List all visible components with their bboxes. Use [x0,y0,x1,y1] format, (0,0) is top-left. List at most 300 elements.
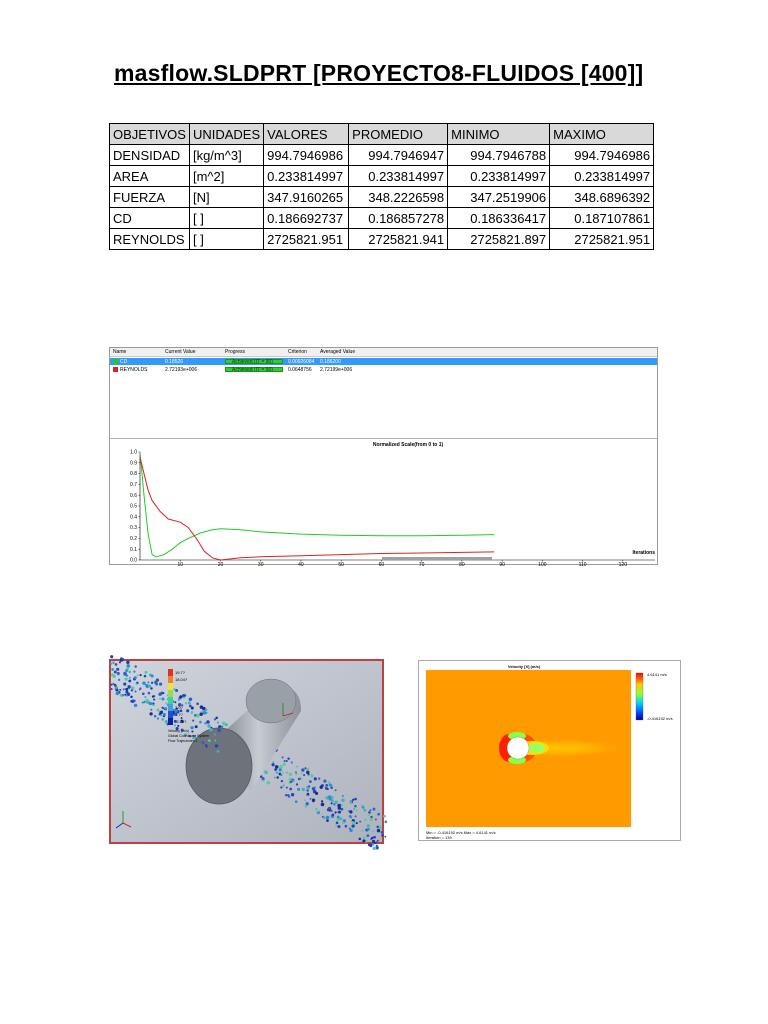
table-cell: 347.9160265 [264,187,349,208]
trajectory-particle [329,783,332,786]
legend-value: 19.7? [175,670,186,675]
goal-current-value: 2.72193e+006 [165,367,198,373]
table-cell: 994.7946788 [448,145,550,166]
trajectory-particle [144,696,146,698]
trajectory-particle [328,795,331,798]
trajectory-particle [341,799,345,803]
trajectory-particle [309,780,312,783]
trajectory-particle [377,840,379,842]
cylinder-back-face [246,679,296,723]
trajectory-particle [217,750,220,753]
trajectory-particle [272,763,275,766]
legend-color-swatch [168,704,173,711]
legend-note: Flow Trajectories 1 [168,739,198,743]
trajectory-particle [354,798,357,801]
trajectory-particle [286,787,288,789]
trajectory-particle [367,824,370,827]
column-header[interactable]: Progress [225,349,246,355]
trajectory-particle [325,784,328,787]
trajectory-particle [190,726,193,729]
trajectory-particle [161,718,164,721]
trajectory-particle [215,717,217,719]
column-header[interactable]: Name [113,349,127,355]
goal-averaged-value: 0.186200 [320,359,341,365]
table-cell: 0.186857278 [349,208,448,229]
trajectory-particle [283,784,285,786]
table-cell: 2725821.941 [349,229,448,250]
x-tick-label: 40 [298,562,304,568]
trajectory-particle [142,693,145,696]
chart-title: Normalized Scale(from 0 to 1) [372,442,444,448]
trajectory-particle [147,681,149,683]
column-header[interactable]: Averaged Value [320,349,356,355]
trajectory-particle [306,802,309,805]
legend-value: 18.04? [175,677,188,682]
trajectory-particle [363,837,365,839]
trajectory-particle [125,691,128,694]
legend-value: 2.0? [175,705,183,710]
contour-iteration-footer: Iteration = 139 [426,835,452,840]
trajectory-particle [215,744,218,747]
legend-note: Global Coordinate System [168,734,209,738]
trajectory-particle [335,811,337,813]
legend-color-swatch [168,711,173,718]
scale-max-label: 4.6141 m/s [647,672,667,677]
trajectory-particle [152,695,154,697]
goal-list [110,348,657,439]
goal-name: CD [120,359,128,365]
velocity-contour-plot [418,660,681,841]
trajectory-particle [116,692,119,695]
flow-trajectories-svg [111,661,382,842]
x-tick-label: 80 [459,562,465,568]
trajectory-particle [283,763,286,766]
trajectory-particle [117,672,120,675]
goal-criterion: 0.00926084 [288,359,315,365]
trajectory-particle [139,689,141,691]
y-tick-label: 0.2 [130,536,137,542]
trajectory-particle [120,694,123,697]
trajectory-particle [177,725,179,727]
trajectory-particle [368,814,370,816]
trajectory-particle [148,692,151,695]
velocity-contour-svg [419,661,680,840]
x-tick-label: 20 [217,562,224,568]
trajectory-particle [154,715,156,717]
table-cell: 994.7946947 [349,145,448,166]
goal-list-header [110,348,657,357]
trajectory-particle [173,688,175,690]
column-header[interactable]: Criterion [288,349,307,355]
trajectory-particle [116,668,119,671]
trajectory-particle [134,704,137,707]
legend-color-swatch [168,669,173,676]
trajectory-particle [164,707,166,709]
trajectory-particle [289,773,292,776]
table-cell: 0.233814997 [448,166,550,187]
goal-progress-text: Achieved (IT = 90) [232,367,273,373]
trajectory-particle [218,729,221,732]
trajectory-particle [279,765,283,769]
trajectory-particle [276,771,279,774]
trajectory-particle [350,800,353,803]
trajectory-particle [288,782,290,784]
table-cell: FUERZA [110,187,190,208]
trajectory-particle [205,745,208,748]
table-cell: AREA [110,166,190,187]
trajectory-particle [160,711,163,714]
trajectory-particle [267,781,270,784]
trajectory-particle [144,675,147,678]
table-cell: [ ] [189,208,263,229]
trajectory-particle [371,837,373,839]
trajectory-particle [112,683,114,685]
trajectory-particle [162,698,165,701]
header-cell: MINIMO [448,124,550,145]
trajectory-particle [154,681,157,684]
trajectory-particle [214,739,216,741]
trajectory-particle [151,675,154,678]
contour-title: Velocity [X] (m/s) [507,664,541,669]
y-tick-label: 0.4 [130,514,137,521]
trajectory-particle [131,686,135,690]
goal-averaged-value: 2.72199e+006 [320,367,353,373]
goal-name: REYNOLDS [120,367,148,373]
trajectory-particle [291,793,294,796]
trajectory-particle [331,802,333,804]
trajectory-particle [285,794,287,796]
trajectory-particle [338,825,341,828]
trajectory-particle [175,689,178,692]
trajectory-particle [120,659,123,662]
trajectory-particle [373,836,376,839]
trajectory-particle [375,818,377,820]
trajectory-particle [321,803,325,807]
table-cell: 2725821.951 [264,229,349,250]
trajectory-particle [349,815,352,818]
table-row [110,187,654,208]
goal-monitor-panel [109,347,658,568]
trajectory-particle [326,816,330,820]
trajectory-particle [355,815,357,817]
trajectory-particle [383,815,386,818]
trajectory-particle [114,685,116,687]
trajectory-particle [372,830,374,832]
horizontal-scrollbar[interactable] [382,557,492,560]
trajectory-particle [359,838,362,841]
trajectory-particle [195,725,198,728]
trajectory-particle [191,730,193,732]
trajectory-particle [111,688,113,690]
trajectory-particle [337,811,339,813]
trajectory-particle [110,684,112,686]
table-cell: CD [110,208,190,229]
trajectory-particle [165,720,168,723]
trajectory-particle [163,713,166,716]
trajectory-particle [174,701,176,703]
trajectory-particle [302,788,305,791]
trajectory-particle [272,761,274,763]
trajectory-particle [204,722,206,724]
legend-value: 1.7? [175,712,183,717]
legend-color-swatch [168,683,173,690]
trajectory-particle [369,809,371,811]
trajectory-particle [192,719,194,721]
trajectory-particle [157,717,159,719]
trajectory-particle [143,701,145,703]
trajectory-particle [123,683,126,686]
trajectory-particle [209,728,213,732]
y-tick-label: 0.7 [130,482,137,488]
trajectory-particle [295,771,297,773]
x-tick-label: 50 [338,562,344,568]
trajectory-particle [352,799,354,801]
trajectory-particle [381,834,383,836]
trajectory-particle [315,792,318,795]
trajectory-particle [373,808,376,811]
trajectory-particle [159,698,161,700]
contour-min-max-footer: Min = -0.416192 m/s Max = 4.6141 m/s [426,830,496,835]
trajectory-particle [337,816,340,819]
series-line-reynolds [140,457,494,560]
trajectory-particle [281,780,283,782]
x-axis-label: Iterations [632,550,655,556]
trajectory-particle [119,661,121,663]
trajectory-particle [328,807,331,810]
trajectory-particle [214,733,216,735]
trajectory-particle [153,699,155,701]
trajectory-particle [356,822,358,824]
trajectory-particle [301,768,304,771]
trajectory-particle [342,821,345,824]
trajectory-particle [317,810,320,813]
trajectory-particle [289,788,292,791]
trajectory-particle [111,668,114,671]
table-cell: [m^2] [189,166,263,187]
trajectory-particle [349,829,352,832]
trajectory-particle [348,810,350,812]
y-tick-label: 0.3 [130,525,137,532]
trajectory-particle [296,783,298,785]
trajectory-particle [385,820,388,823]
trajectory-particle [279,768,282,771]
trajectory-particle [305,805,307,807]
trajectory-particle [125,688,128,691]
trajectory-particle [264,770,267,773]
trajectory-particle [370,818,373,821]
trajectory-particle [287,794,289,796]
table-cell: 0.233814997 [349,166,448,187]
header-cell: VALORES [264,124,349,145]
trajectory-particle [148,684,151,687]
table-cell: 348.2226598 [349,187,448,208]
y-tick-label: 0.6 [130,492,137,499]
trajectory-particle [304,799,306,801]
wake-core [529,743,545,753]
trajectory-particle [359,821,361,823]
y-tick-label: 0.8 [130,471,137,478]
trajectory-particle [314,777,317,780]
table-cell: 0.186336417 [448,208,550,229]
trajectory-particle [291,761,293,763]
trajectory-particle [342,795,344,797]
column-header[interactable]: Current Value [165,349,196,355]
goal-criterion: 0.0648756 [288,367,312,373]
x-tick-label: 90 [499,562,505,568]
trajectory-particle [356,810,358,812]
trajectory-particle [123,688,125,690]
trajectory-particle [361,829,363,831]
trajectory-particle [378,825,381,828]
x-tick-label: 30 [257,562,264,568]
trajectory-particle [351,821,354,824]
trajectory-particle [128,671,131,674]
table-cell: 348.6896392 [550,187,654,208]
trajectory-particle [206,720,209,723]
scale-min-label: -0.416192 m/s [647,716,673,721]
trajectory-particle [274,777,276,779]
trajectory-particle [196,702,199,705]
table-cell: REYNOLDS [110,229,190,250]
trajectory-particle [377,813,380,816]
trajectory-particle [306,768,309,771]
trajectory-particle [206,712,208,714]
trajectory-particle [372,847,375,850]
legend-value: -2.36? [175,719,187,724]
trajectory-particle [306,771,309,774]
trajectory-particle [372,840,375,843]
trajectory-particle [162,707,164,709]
trajectory-particle [208,739,211,742]
trajectory-particle [367,834,370,837]
trajectory-particle [127,685,130,688]
trajectory-particle [205,709,208,712]
goal-current-value: 0.18526 [165,359,184,365]
trajectory-particle [351,824,354,827]
y-tick-label: 0.0 [130,557,137,564]
x-tick-label: 60 [378,562,385,568]
trajectory-particle [303,774,305,776]
trajectory-particle [307,793,309,795]
table-header-row [110,124,654,145]
table-cell: DENSIDAD [110,145,190,166]
y-tick-label: 1.0 [130,449,137,456]
page-title: masflow.SLDPRT [PROYECTO8-FLUIDOS [400]] [114,60,644,86]
trajectory-particle [199,721,202,724]
header-cell: OBJETIVOS [110,124,190,145]
trajectory-particle [295,800,298,803]
convergence-chart-svg [110,440,657,568]
trajectory-particle [328,781,331,784]
trajectory-particle [188,701,191,704]
trajectory-particle [134,690,136,692]
trajectory-particle [369,844,372,847]
trajectory-particle [364,818,367,821]
trajectory-particle [335,801,338,804]
trajectory-particle [377,829,380,832]
legend-color-swatch [168,676,173,683]
trajectory-particle [151,682,153,684]
x-tick-label: 100 [538,562,547,568]
trajectory-particle [321,800,323,802]
trajectory-particle [330,798,332,800]
trajectory-particle [310,798,312,800]
table-cell: [N] [189,187,263,208]
trajectory-particle [301,772,303,774]
legend-color-swatch [168,697,173,704]
goal-row-cd[interactable] [110,358,657,365]
trajectory-particle [323,780,326,783]
trajectory-particle [282,756,284,758]
trajectory-particle [341,808,344,811]
trajectory-particle [174,724,176,726]
trajectory-particle [159,682,162,685]
trajectory-particle [335,824,337,826]
trajectory-particle [136,683,138,685]
trajectory-particle [276,776,278,778]
trajectory-particle [142,702,144,704]
trajectory-particle [384,836,386,838]
trajectory-particle [183,697,185,699]
trajectory-particle [314,786,316,788]
trajectory-particle [156,708,159,711]
trajectory-particle [161,692,164,695]
trajectory-particle [332,813,335,816]
trajectory-particle [323,816,326,819]
trajectory-particle [280,774,282,776]
trajectory-particle [320,786,323,789]
trajectory-particle [137,674,139,676]
header-cell: PROMEDIO [349,124,448,145]
trajectory-particle [110,662,112,664]
trajectory-particle [130,696,132,698]
trajectory-particle [179,695,182,698]
trajectory-particle [201,741,204,744]
trajectory-particle [149,712,152,715]
trajectory-particle [184,694,186,696]
goal-row-reynolds[interactable] [110,366,657,373]
table-cell: 994.7946986 [550,145,654,166]
trajectory-particle [131,689,133,691]
header-cell: MAXIMO [550,124,654,145]
table-cell: 2725821.897 [448,229,550,250]
trajectory-particle [326,819,329,822]
trajectory-particle [299,777,301,779]
trajectory-particle [133,670,135,672]
trajectory-particle [127,664,131,668]
trajectory-particle [112,661,115,664]
trajectory-particle [144,671,147,674]
trajectory-particle [191,711,194,714]
convergence-plot [110,440,657,568]
table-cell: 0.186692737 [264,208,349,229]
table-cell: 0.233814997 [264,166,349,187]
x-tick-label: 120 [618,562,627,568]
table-cell: 2725821.951 [550,229,654,250]
table-row [110,229,654,250]
trajectory-particle [119,689,121,691]
trajectory-particle [150,709,152,711]
trajectory-particle [185,702,187,704]
series-color-swatch [113,359,118,364]
trajectory-particle [292,779,294,781]
trajectory-particle [308,785,310,787]
trajectory-particle [129,677,131,679]
trajectory-particle [130,700,133,703]
y-tick-label: 0.5 [130,503,137,510]
trajectory-particle [372,843,374,845]
trajectory-particle [335,789,337,791]
